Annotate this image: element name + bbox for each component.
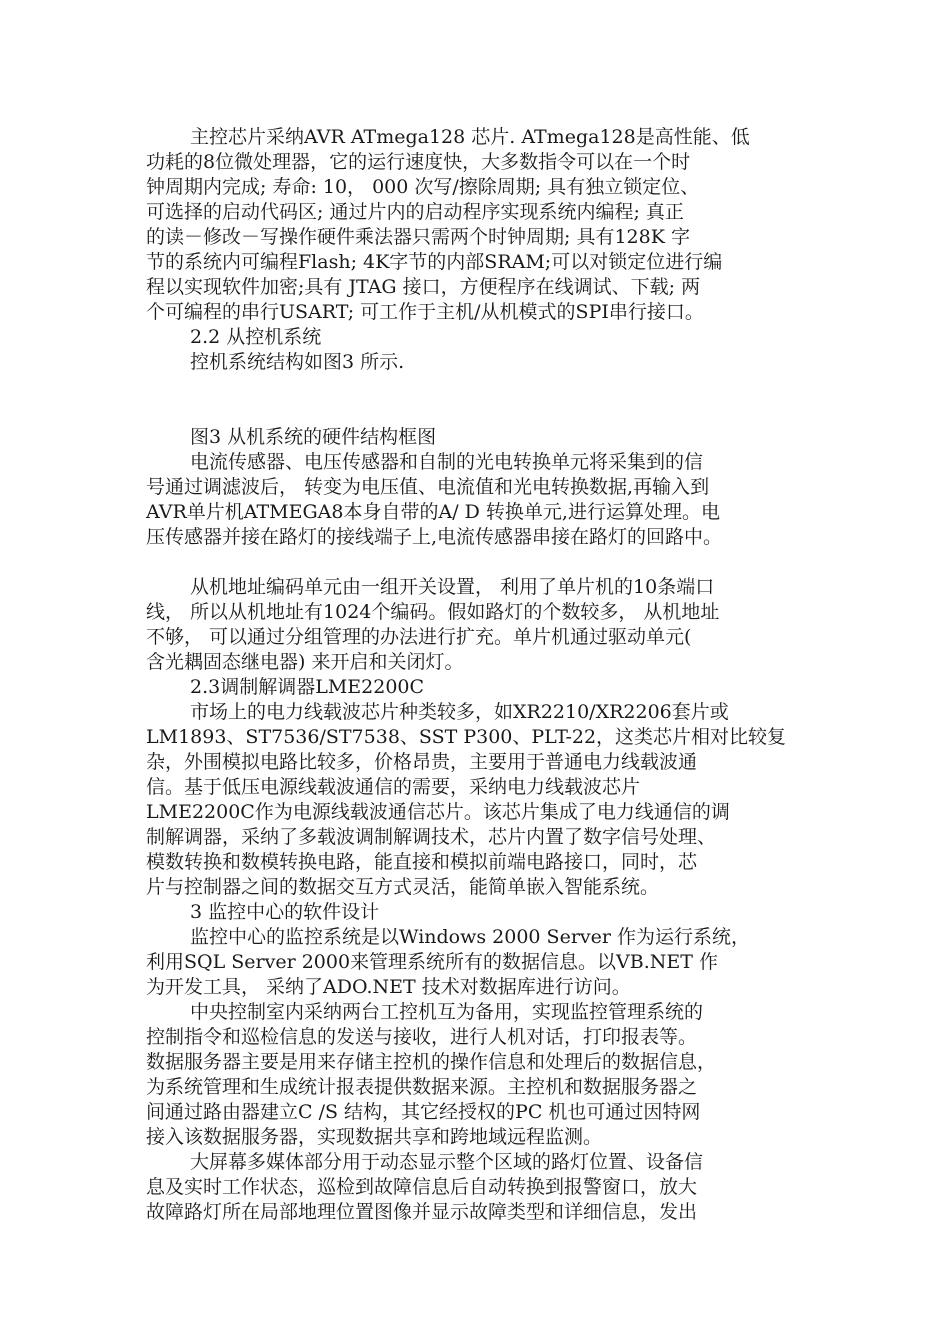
paragraph-line: 不够， 可以通过分组管理的办法进行扩充。单片机通过驱动单元( bbox=[146, 626, 692, 648]
paragraph-line: 主控芯片采纳AVR ATmega128 芯片. ATmega128是高性能、低 bbox=[190, 126, 750, 148]
paragraph-line: 可选择的启动代码区; 通过片内的启动程序实现系统内编程; 真正 bbox=[146, 201, 684, 223]
paragraph-line: 控制指令和巡检信息的发送与接收，进行人机对话，打印报表等。 bbox=[146, 1026, 698, 1048]
paragraph-line: 节的系统内可编程Flash; 4K字节的内部SRAM;可以对锁定位进行编 bbox=[146, 251, 723, 273]
paragraph-line: 市场上的电力线载波芯片种类较多，如XR2210/XR2206套片或 bbox=[190, 701, 729, 723]
paragraph-line: 大屏幕多媒体部分用于动态显示整个区域的路灯位置、设备信 bbox=[190, 1151, 704, 1173]
paragraph-line: 信。基于低压电源线载波通信的需要，采纳电力线载波芯片 bbox=[146, 776, 641, 798]
paragraph-line: 电流传感器、电压传感器和自制的光电转换单元将采集到的信 bbox=[190, 451, 704, 473]
paragraph-line: 压传感器并接在路灯的接线端子上,电流传感器串接在路灯的回路中。 bbox=[146, 526, 723, 548]
paragraph-line: 片与控制器之间的数据交互方式灵活，能简单嵌入智能系统。 bbox=[146, 876, 660, 898]
paragraph-line: 数据服务器主要是用来存储主控机的操作信息和处理后的数据信息， bbox=[146, 1051, 717, 1073]
paragraph-line: 从机地址编码单元由一组开关设置， 利用了单片机的10条端口 bbox=[190, 576, 715, 598]
paragraph-line: 线， 所以从机地址有1024个编码。假如路灯的个数较多， 从机地址 bbox=[146, 601, 720, 623]
paragraph-line: LME2200C作为电源线载波通信芯片。该芯片集成了电力线通信的调 bbox=[146, 801, 730, 823]
paragraph-line: 监控中心的监控系统是以Windows 2000 Server 作为运行系统， bbox=[190, 926, 751, 948]
paragraph-line: 控机系统结构如图3 所示. bbox=[190, 351, 405, 373]
paragraph-line: LM1893、ST7536/ST7538、SST P300、PLT-22，这类芯片相对比较复 bbox=[146, 726, 787, 748]
paragraph-line: 功耗的8位微处理器，它的运行速度快，大多数指令可以在一个时 bbox=[146, 151, 691, 173]
paragraph-line: 为系统管理和生成统计报表提供数据来源。主控机和数据服务器之 bbox=[146, 1076, 698, 1098]
paragraph-line: 利用SQL Server 2000来管理系统所有的数据信息。以VB.NET 作 bbox=[146, 951, 718, 973]
section-heading: 2.3调制解调器LME2200C bbox=[190, 676, 425, 698]
paragraph-line: 接入该数据服务器，实现数据共享和跨地域远程监测。 bbox=[146, 1126, 603, 1148]
paragraph-line: 程以实现软件加密;具有 JTAG 接口，方便程序在线调试、下载; 两 bbox=[146, 276, 701, 298]
paragraph-line: 故障路灯所在局部地理位置图像并显示故障类型和详细信息，发出 bbox=[146, 1201, 698, 1223]
paragraph-line: 个可编程的串行USART; 可工作于主机/从机模式的SPI串行接口。 bbox=[146, 301, 704, 323]
paragraph-line: 为开发工具， 采纳了ADO.NET 技术对数据库进行访问。 bbox=[146, 976, 631, 998]
paragraph-line: 号通过调滤波后， 转变为电压值、电流值和光电转换数据,再输入到 bbox=[146, 476, 710, 498]
paragraph-line: 制解调器，采纳了多载波调制解调技术，芯片内置了数字信号处理、 bbox=[146, 826, 717, 848]
section-heading: 2.2 从控机系统 bbox=[190, 326, 322, 348]
paragraph-line: 息及实时工作状态，巡检到故障信息后自动转换到报警窗口，放大 bbox=[146, 1176, 698, 1198]
section-heading: 3 监控中心的软件设计 bbox=[190, 901, 380, 923]
paragraph-line: 杂，外围模拟电路比较多，价格昂贵，主要用于普通电力线载波通 bbox=[146, 751, 698, 773]
paragraph-line: 的读－修改－写操作硬件乘法器只需两个时钟周期; 具有128K 字 bbox=[146, 226, 690, 248]
paragraph-line: 钟周期内完成; 寿命: 10， 000 次写/擦除周期; 具有独立锁定位、 bbox=[146, 176, 700, 198]
paragraph-line: 模数转换和数模转换电路，能直接和模拟前端电路接口，同时，芯 bbox=[146, 851, 698, 873]
paragraph-line: 中央控制室内采纳两台工控机互为备用，实现监控管理系统的 bbox=[190, 1001, 704, 1023]
figure-caption: 图3 从机系统的硬件结构框图 bbox=[190, 426, 437, 448]
paragraph-line: 含光耦固态继电器) 来开启和关闭灯。 bbox=[146, 651, 464, 673]
paragraph-line: 间通过路由器建立C /S 结构，其它经授权的PC 机也可通过因特网 bbox=[146, 1101, 701, 1123]
paragraph-line: AVR单片机ATMEGA8本身自带的A/ D 转换单元,进行运算处理。电 bbox=[146, 501, 720, 523]
